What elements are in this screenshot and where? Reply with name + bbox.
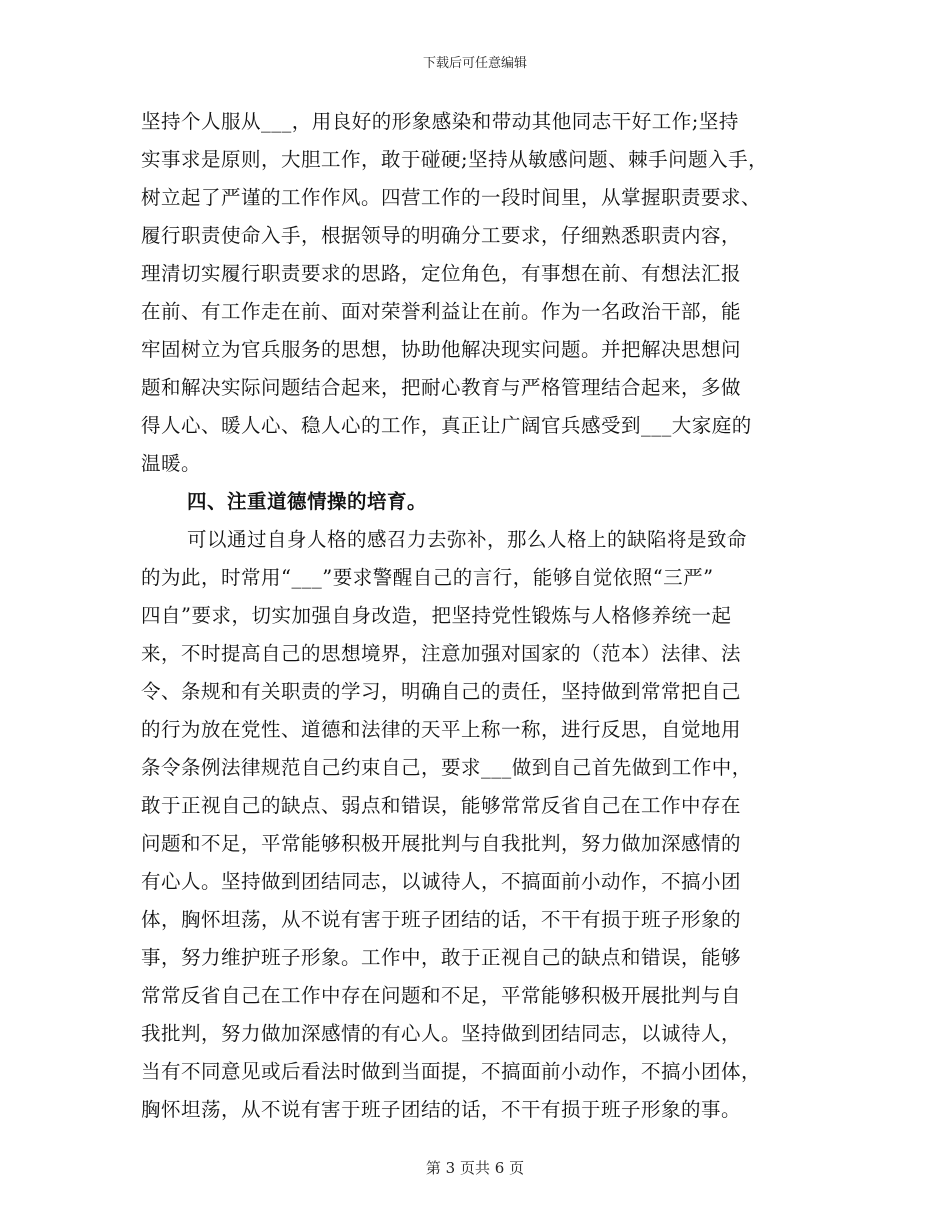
text-line: 体，胸怀坦荡，从不说有害于班子团结的话，不干有损于班子形象的 [141,908,742,931]
text-line: 当有不同意见或后看法时做到当面提，不搞面前小动作，不搞小团体， [141,1060,762,1083]
text-line: 条令条例法律规范自己约束自己，要求___做到自己首先做到工作中， [141,756,752,779]
text-line: 四自”要求，切实加强自身改造，把坚持党性锻炼与人格修养统一起 [141,604,732,627]
text-line: 事，努力维护班子形象。工作中，敢于正视自己的缺点和错误，能够 [141,946,742,969]
text-line: 可以通过自身人格的感召力去弥补，那么人格上的缺陷将是致命 [187,528,748,551]
text-line: 的行为放在党性、道德和法律的天平上称一称，进行反思，自觉地用 [141,718,742,741]
text-line: 胸怀坦荡，从不说有害于班子团结的话，不干有损于班子形象的事。 [141,1098,742,1121]
text-line: 来，不时提高自己的思想境界，注意加强对国家的（范本）法律、法 [141,642,742,665]
paragraph-1 [141,103,811,483]
text-line: 得人心、暖人心、稳人心的工作，真正让广阔官兵感受到___大家庭的 [141,414,752,437]
text-line: 在前、有工作走在前、面对荣誉利益让在前。作为一名政治干部，能 [141,300,742,323]
text-line: 坚持个人服从___，用良好的形象感染和带动其他同志干好工作;坚持 [141,110,739,133]
page-number: 第 3 页共 6 页 [425,1159,525,1177]
section-heading [141,483,811,521]
document-body [141,103,811,1129]
text-line: 温暖。 [141,452,202,475]
text-line: 常常反省自己在工作中存在问题和不足，平常能够积极开展批判与自 [141,984,742,1007]
text-line: 有心人。坚持做到团结同志，以诚待人，不搞面前小动作，不搞小团 [141,870,742,893]
text-line: 牢固树立为官兵服务的思想，协助他解决现实问题。并把解决思想问 [141,338,742,361]
text-line: 树立起了严谨的工作作风。四营工作的一段时间里，从掌握职责要求、 [141,186,762,209]
paragraph-2 [141,521,811,1129]
text-line: 敢于正视自己的缺点、弱点和错误，能够常常反省自己在工作中存在 [141,794,742,817]
page-header: 下载后可任意编辑 [422,56,527,71]
text-line: 令、条规和有关职责的学习，明确自己的责任，坚持做到常常把自己 [141,680,742,703]
heading-text: 四、注重道德情操的培育。 [187,490,428,513]
text-line: 我批判，努力做加深感情的有心人。坚持做到团结同志，以诚待人， [141,1022,742,1045]
text-line: 履行职责使命入手，根据领导的明确分工要求，仔细熟悉职责内容， [141,224,742,247]
text-line: 题和解决实际问题结合起来，把耐心教育与严格管理结合起来，多做 [141,376,742,399]
text-line: 的为此，时常用“___”要求警醒自己的言行，能够自觉依照“三严” [141,566,714,589]
text-line: 问题和不足，平常能够积极开展批判与自我批判，努力做加深感情的 [141,832,742,855]
text-line: 理清切实履行职责要求的思路，定位角色，有事想在前、有想法汇报 [141,262,742,285]
text-line: 实事求是原则，大胆工作，敢于碰硬;坚持从敏感问题、棘手问题入手， [141,148,769,171]
